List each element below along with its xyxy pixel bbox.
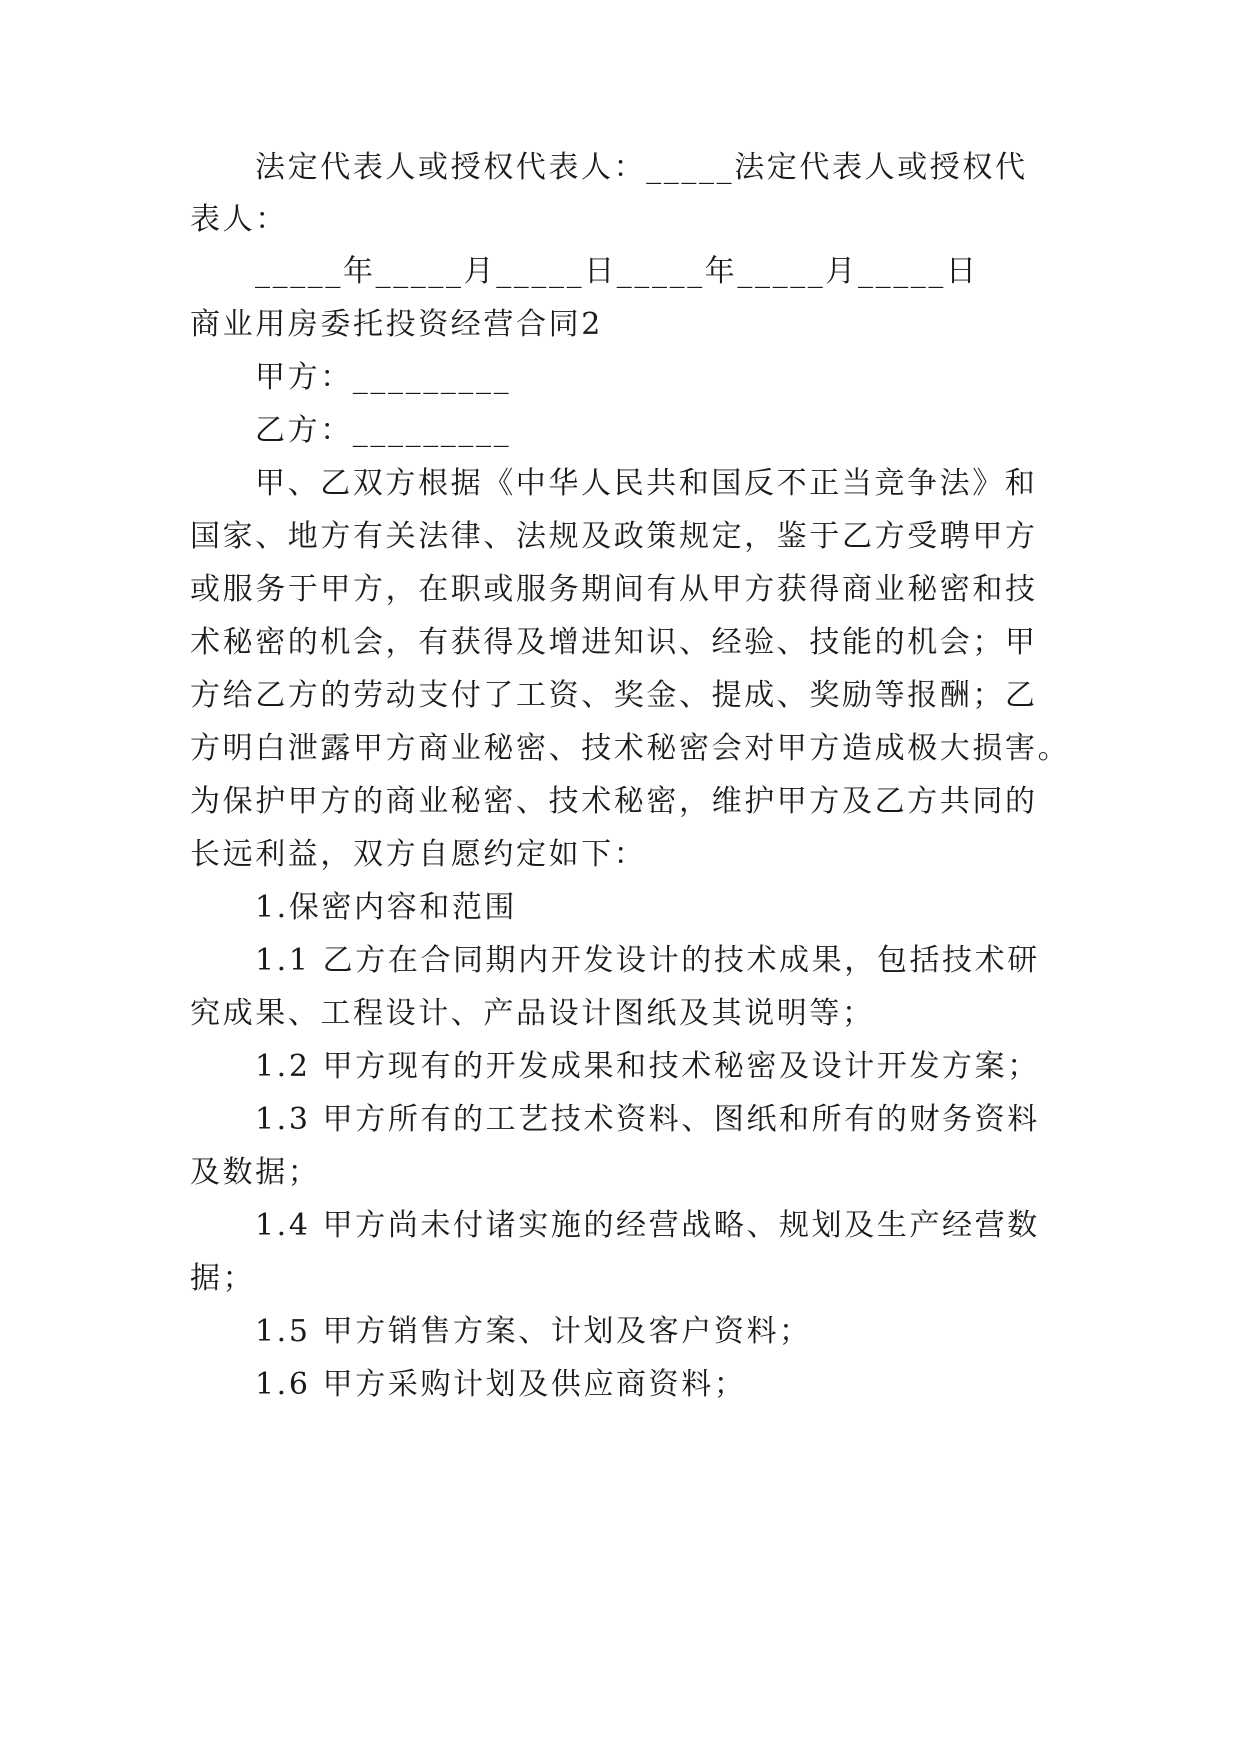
clause-item: 1.6 甲方采购计划及供应商资料； [255, 1367, 747, 1402]
text-line: 法定代表人或授权代表人：_____法定代表人或授权代 [255, 150, 1028, 185]
clause-item: 1.4 甲方尚未付诸实施的经营战略、规划及生产经营数 [255, 1208, 1040, 1243]
clause-item: 1.5 甲方销售方案、计划及客户资料； [255, 1314, 812, 1349]
text-line: _____年_____月_____日_____年_____月_____日 [255, 254, 979, 289]
text-line: 方给乙方的劳动支付了工资、奖金、提成、奖励等报酬；乙 [190, 678, 1038, 713]
clause-heading: 1.保密内容和范围 [255, 890, 518, 925]
clause-item: 1.1 乙方在合同期内开发设计的技术成果，包括技术研 [255, 943, 1040, 978]
party-a-line: 甲方：_________ [255, 360, 512, 395]
text-line: 长远利益，双方自愿约定如下： [190, 837, 647, 872]
text-line: 为保护甲方的商业秘密、技术秘密，维护甲方及乙方共同的 [190, 784, 1038, 819]
text-line: 及数据； [190, 1155, 321, 1190]
text-line: 究成果、工程设计、产品设计图纸及其说明等； [190, 996, 875, 1031]
text-line: 或服务于甲方，在职或服务期间有从甲方获得商业秘密和技 [190, 572, 1038, 607]
text-line: 表人： [190, 202, 288, 237]
text-line: 据； [190, 1261, 256, 1296]
text-line: 方明白泄露甲方商业秘密、技术秘密会对甲方造成极大损害。 [190, 731, 1071, 766]
clause-item: 1.3 甲方所有的工艺技术资料、图纸和所有的财务资料 [255, 1102, 1040, 1137]
text-line: 国家、地方有关法律、法规及政策规定，鉴于乙方受聘甲方 [190, 519, 1038, 554]
text-line: 术秘密的机会，有获得及增进知识、经验、技能的机会；甲 [190, 625, 1038, 660]
party-b-line: 乙方：_________ [255, 413, 512, 448]
text-line: 甲、乙双方根据《中华人民共和国反不正当竞争法》和 [255, 466, 1038, 501]
clause-item: 1.2 甲方现有的开发成果和技术秘密及设计开发方案； [255, 1049, 1040, 1084]
section-title: 商业用房委托投资经营合同2 [190, 307, 603, 342]
